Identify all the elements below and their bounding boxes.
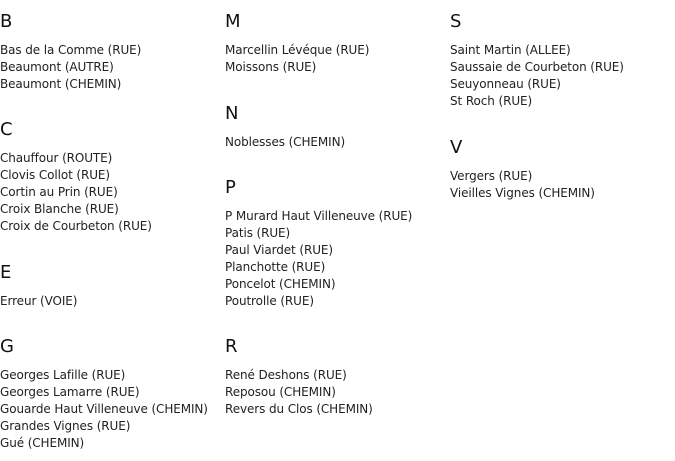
street-item[interactable]: Chauffour (ROUTE) (0, 151, 113, 165)
street-list (0, 42, 225, 93)
letter-group-p (225, 178, 450, 310)
street-list (0, 367, 225, 452)
street-item[interactable]: Cortin au Prin (RUE) (0, 185, 118, 199)
letter-heading: V (450, 137, 463, 158)
street-list (225, 134, 450, 151)
street-list (225, 42, 450, 76)
street-item[interactable]: Georges Lafille (RUE) (0, 368, 126, 382)
street-item[interactable]: Croix Blanche (RUE) (0, 202, 119, 216)
street-item[interactable]: Marcellin Lévéque (RUE) (225, 43, 370, 57)
street-item[interactable]: Beaumont (AUTRE) (0, 60, 114, 74)
street-item[interactable]: Grandes Vignes (RUE) (0, 419, 131, 433)
street-item[interactable]: St Roch (RUE) (450, 94, 533, 108)
letter-heading: M (225, 11, 241, 32)
street-item[interactable]: Saussaie de Courbeton (RUE) (450, 60, 624, 74)
letter-heading: N (225, 103, 239, 124)
street-item[interactable]: Reposou (CHEMIN) (225, 385, 336, 399)
street-item[interactable]: Revers du Clos (CHEMIN) (225, 402, 373, 416)
street-item[interactable]: Beaumont (CHEMIN) (0, 77, 122, 91)
street-item[interactable]: Gouarde Haut Villeneuve (CHEMIN) (0, 402, 208, 416)
letter-group-e (0, 263, 225, 310)
street-item[interactable]: Croix de Courbeton (RUE) (0, 219, 152, 233)
letter-heading: S (450, 11, 462, 32)
letter-heading: P (225, 177, 236, 198)
street-item[interactable]: Paul Viardet (RUE) (225, 243, 333, 257)
street-item[interactable]: Noblesses (CHEMIN) (225, 135, 346, 149)
letter-group-s (450, 12, 675, 110)
letter-heading: R (225, 336, 238, 357)
street-item[interactable]: Clovis Collot (RUE) (0, 168, 110, 182)
street-item[interactable]: Planchotte (RUE) (225, 260, 326, 274)
street-list (0, 150, 225, 235)
letter-group-r (225, 337, 450, 418)
street-item[interactable]: Poncelot (CHEMIN) (225, 277, 336, 291)
letter-group-c (0, 120, 225, 235)
letter-group-m (225, 12, 450, 76)
street-item[interactable]: Vieilles Vignes (CHEMIN) (450, 186, 595, 200)
street-list (0, 293, 225, 310)
letter-group-n (225, 104, 450, 151)
street-item[interactable]: Saint Martin (ALLEE) (450, 43, 571, 57)
street-item[interactable]: P Murard Haut Villeneuve (RUE) (225, 209, 413, 223)
letter-heading: E (0, 262, 12, 283)
letter-group-g (0, 337, 225, 452)
street-item[interactable]: Moissons (RUE) (225, 60, 317, 74)
letter-heading: G (0, 336, 14, 357)
street-list (450, 168, 675, 202)
letter-heading: B (0, 11, 13, 32)
street-item[interactable]: Patis (RUE) (225, 226, 291, 240)
street-item[interactable]: Vergers (RUE) (450, 169, 533, 183)
street-item[interactable]: René Deshons (RUE) (225, 368, 347, 382)
letter-heading: C (0, 119, 13, 140)
street-item[interactable]: Gué (CHEMIN) (0, 436, 85, 450)
street-list (450, 42, 675, 110)
street-item[interactable]: Georges Lamarre (RUE) (0, 385, 140, 399)
street-item[interactable]: Seuyonneau (RUE) (450, 77, 561, 91)
street-item[interactable]: Erreur (VOIE) (0, 294, 78, 308)
letter-group-b (0, 12, 225, 93)
street-item[interactable]: Bas de la Comme (RUE) (0, 43, 142, 57)
letter-group-v (450, 138, 675, 202)
street-list (225, 367, 450, 418)
street-list (225, 208, 450, 310)
street-item[interactable]: Poutrolle (RUE) (225, 294, 314, 308)
